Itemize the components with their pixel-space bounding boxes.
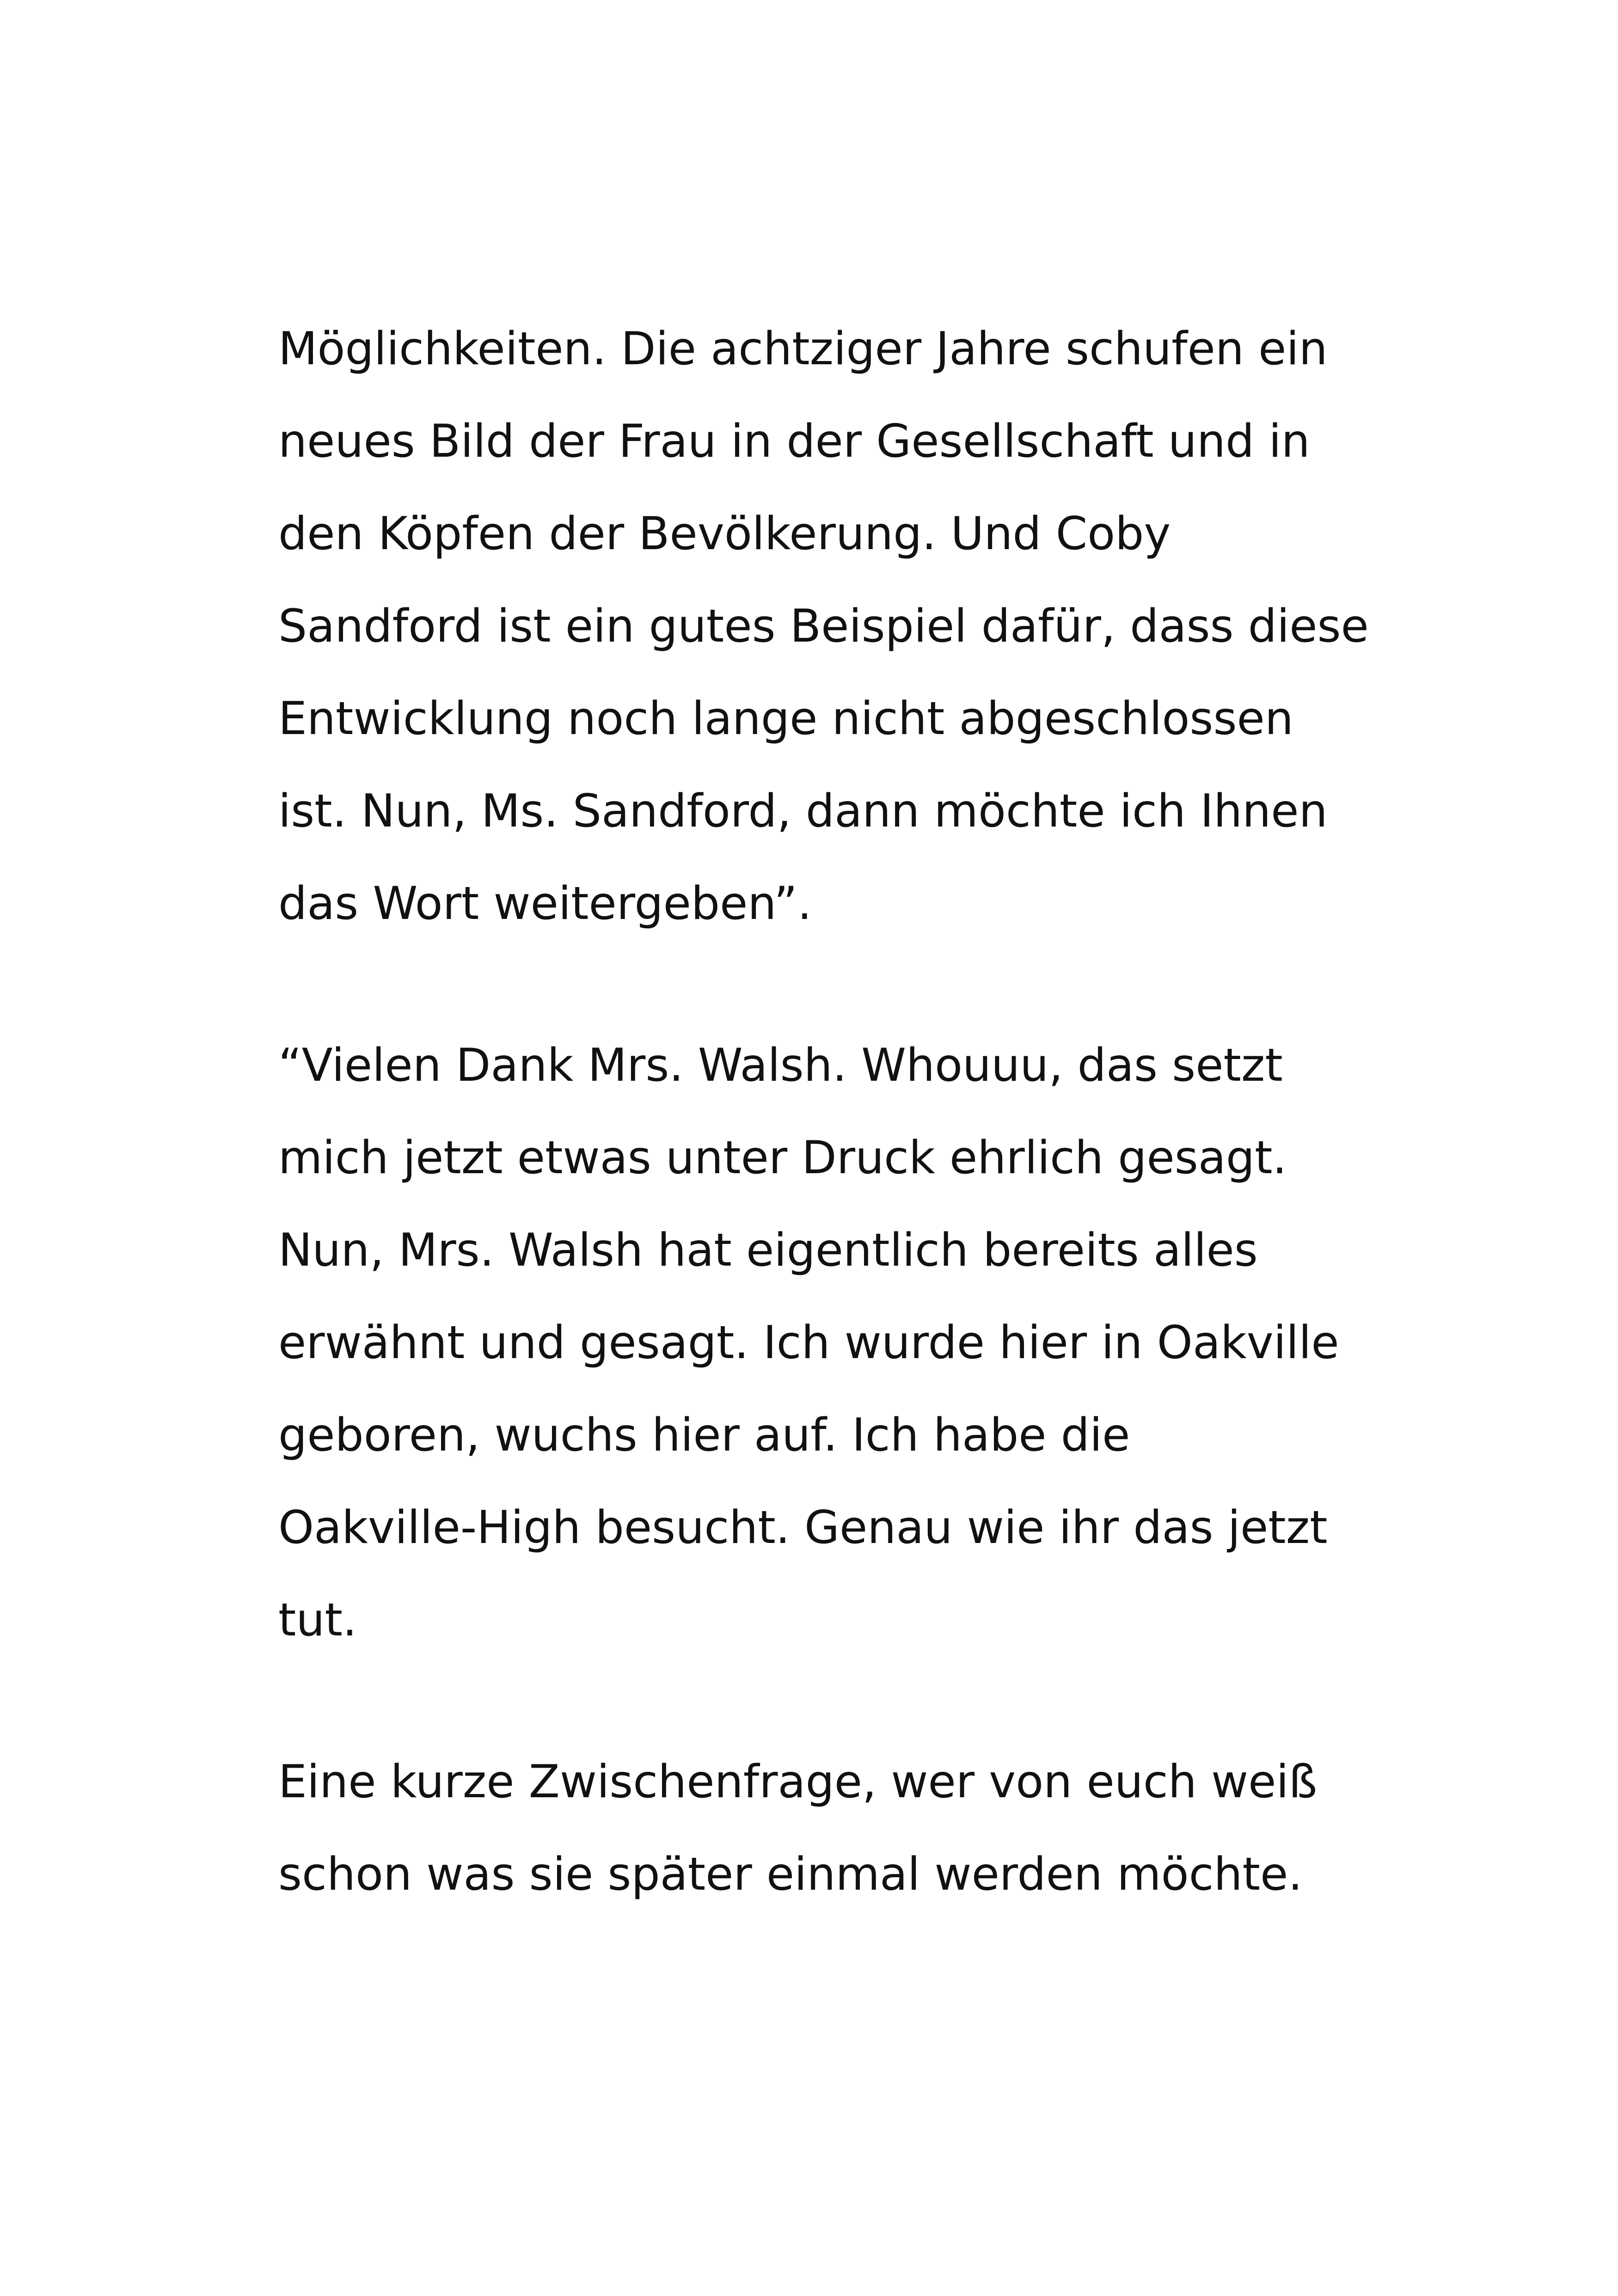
text-line: Eine kurze Zwischenfrage, wer von euch weiß [278, 1756, 1318, 1808]
paragraph [278, 319, 1369, 966]
text-line: Möglichkeiten. Die achtziger Jahre schufen ein [278, 323, 1328, 375]
text-line: das Wort weitergeben”. [278, 877, 812, 930]
text-line: Oakville-High besucht. Genau wie ihr das jetzt [278, 1501, 1328, 1554]
text-line: den Köpfen der Bevölkerung. Und Coby [278, 508, 1171, 560]
text-line: neues Bild der Frau in der Gesellschaft und in [278, 415, 1310, 468]
text-line: tut. [278, 1594, 357, 1647]
text-line: geboren, wuchs hier auf. Ich habe die [278, 1409, 1130, 1462]
text-line: Sandford ist ein gutes Beispiel dafür, dass diese [278, 600, 1369, 653]
text-line: “Vielen Dank Mrs. Walsh. Whouuu, das setzt [278, 1039, 1283, 1092]
paragraph [278, 1752, 1355, 1937]
paragraph-gap [278, 1683, 1355, 1752]
text-line: erwähnt und gesagt. Ich wurde hier in Oakville [278, 1316, 1339, 1369]
text-line: schon was sie später einmal werden möchte. [278, 1848, 1303, 1901]
text-line: Nun, Mrs. Walsh hat eigentlich bereits alles [278, 1224, 1258, 1277]
text-line: mich jetzt etwas unter Druck ehrlich gesagt. [278, 1132, 1287, 1184]
text-line: Entwicklung noch lange nicht abgeschlossen [278, 692, 1293, 745]
text-line: ist. Nun, Ms. Sandford, dann möchte ich Ihnen [278, 785, 1328, 838]
paragraph [278, 1035, 1355, 1683]
body-text [278, 319, 1369, 1937]
paragraph-gap [278, 966, 1355, 1035]
